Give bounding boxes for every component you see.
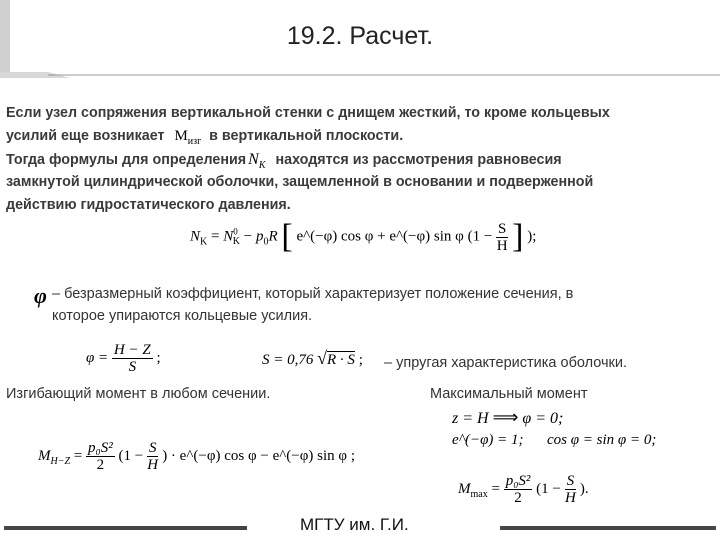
condition-z-equals-h-a: z = H — [452, 410, 489, 427]
formula-m-hz-lhs: M — [38, 447, 51, 464]
formula-m-max — [458, 473, 589, 506]
formula-m-hz-eq: = — [73, 447, 83, 464]
footer-bar-right — [500, 526, 716, 530]
formula-m-hz-fraction-2 — [147, 440, 159, 473]
formula-m-hz-lhs-sub: H−Z — [50, 455, 71, 467]
formula-nk-n0-sup: 0 — [233, 226, 238, 237]
nk-symbol — [248, 151, 266, 172]
paragraph-line-4: замкнутой цилиндрической оболочки, защемленной в основании и подверженной — [6, 174, 594, 190]
formula-m-max-frac1-den: 2 — [514, 490, 522, 506]
formula-phi-tail: ; — [156, 349, 161, 366]
m-izg-symbol — [174, 128, 202, 147]
formula-nk-eq: = — [211, 228, 220, 245]
formula-m-max-frac1-num: p₀S² — [505, 473, 531, 489]
formula-m-max-fraction-2 — [565, 473, 577, 506]
formula-s-radical: √ — [317, 348, 328, 368]
formula-s — [262, 348, 363, 369]
formula-m-hz-frac1-den: 2 — [96, 457, 105, 473]
formula-m-hz-frac2-den: H — [147, 457, 159, 473]
formula-nk-bracket-open: [ — [281, 218, 293, 255]
phi-definition-line-2: которое упираются кольцевые усилия. — [52, 308, 313, 324]
paragraph-line-3-b: находятся из рассмотрения равновесия — [275, 152, 562, 168]
formula-nk-bracket-close: ] — [512, 218, 524, 255]
formula-s-lhs: S = 0,76 — [262, 352, 314, 368]
formula-m-hz-tail: ; — [350, 447, 355, 464]
slide-title: 19.2. Расчет. — [286, 22, 434, 50]
formula-nk-r: R — [268, 228, 278, 245]
paragraph-line-5: действию гидростатического давления. — [6, 197, 291, 213]
formula-nk-n0-sub: K — [232, 236, 240, 248]
formula-nk-frac-den: H — [496, 237, 508, 254]
condition-trig: cos φ = sin φ = 0; — [547, 432, 657, 448]
formula-m-hz — [38, 440, 355, 473]
formula-m-hz-frac1-num: p₀S² — [88, 440, 113, 456]
nk-sub: K — [258, 160, 266, 172]
bending-moment-caption: Изгибающий момент в любом сечении. — [6, 386, 271, 402]
formula-phi-lhs: φ = — [86, 349, 109, 366]
formula-m-max-lhs: M — [458, 480, 471, 497]
formula-m-hz-fraction-1 — [86, 440, 115, 473]
formula-nk-fraction — [496, 221, 508, 254]
footer-label: МГТУ им. Г.И. — [300, 515, 409, 534]
max-moment-caption: Максимальный момент — [430, 386, 588, 402]
formula-nk-frac-num: S — [498, 220, 507, 237]
formula-phi-frac-den: S — [128, 359, 137, 375]
formula-m-max-frac2-num: S — [566, 473, 575, 489]
implies-arrow: ⟹ — [492, 407, 519, 427]
formula-nk-p0-sub: 0 — [263, 236, 269, 248]
condition-exp-trig — [452, 432, 656, 449]
formula-nk-body: e^(−φ) cos φ + e^(−φ) sin φ (1 − — [296, 228, 493, 245]
formula-nk-minus: − — [243, 228, 253, 245]
m-izg-sub: изг — [187, 136, 202, 147]
paragraph-line-1: Если узел сопряжения вертикальной стенки с днищем жесткий, то кроме кольцевых — [6, 105, 610, 121]
formula-nk — [190, 218, 536, 256]
footer-bar-left — [4, 526, 247, 530]
formula-m-max-body-a: (1 − — [536, 480, 561, 497]
formula-s-root: R · S — [327, 352, 355, 368]
formula-m-hz-body-b: ) · e^(−φ) cos φ − e^(−φ) sin φ — [162, 447, 348, 464]
phi-symbol: φ — [34, 283, 47, 308]
formula-phi-fraction — [112, 342, 153, 375]
nk-letter: N — [248, 151, 259, 168]
formula-m-hz-body-a: (1 − — [118, 447, 144, 464]
formula-nk-lhs-sub: K — [200, 236, 208, 248]
formula-m-max-fraction-1 — [504, 473, 533, 506]
formula-nk-tail: ); — [527, 228, 537, 245]
paragraph-line-2-a: усилий еще возникает — [6, 128, 165, 144]
formula-m-hz-frac2-num: S — [148, 440, 157, 456]
paragraph-line-3-a: Тогда формулы для определения — [6, 152, 247, 168]
paragraph-line-2-b: в вертикальной плоскости. — [209, 128, 404, 144]
m-izg-letter: M — [174, 128, 188, 144]
formula-nk-n0: N — [223, 228, 234, 245]
condition-exp: e^(−φ) = 1; — [452, 432, 524, 448]
condition-z-equals-h-b: φ = 0; — [522, 410, 564, 427]
formula-m-max-frac2-den: H — [564, 490, 576, 506]
formula-nk-lhs: N — [190, 228, 201, 245]
formula-phi-frac-num: H − Z — [113, 342, 151, 358]
formula-phi — [86, 342, 161, 375]
s-description: – упругая характеристика оболочки. — [384, 355, 628, 371]
formula-nk-p0: p — [255, 228, 264, 245]
formula-s-tail: ; — [358, 352, 363, 368]
condition-z-equals-h — [452, 407, 563, 428]
formula-m-max-lhs-sub: max — [470, 488, 488, 500]
formula-m-max-tail: ). — [579, 480, 589, 497]
formula-m-max-eq: = — [491, 480, 500, 497]
phi-definition-line-1: – безразмерный коэффициент, который характеризует положение сечения, в — [52, 286, 574, 302]
